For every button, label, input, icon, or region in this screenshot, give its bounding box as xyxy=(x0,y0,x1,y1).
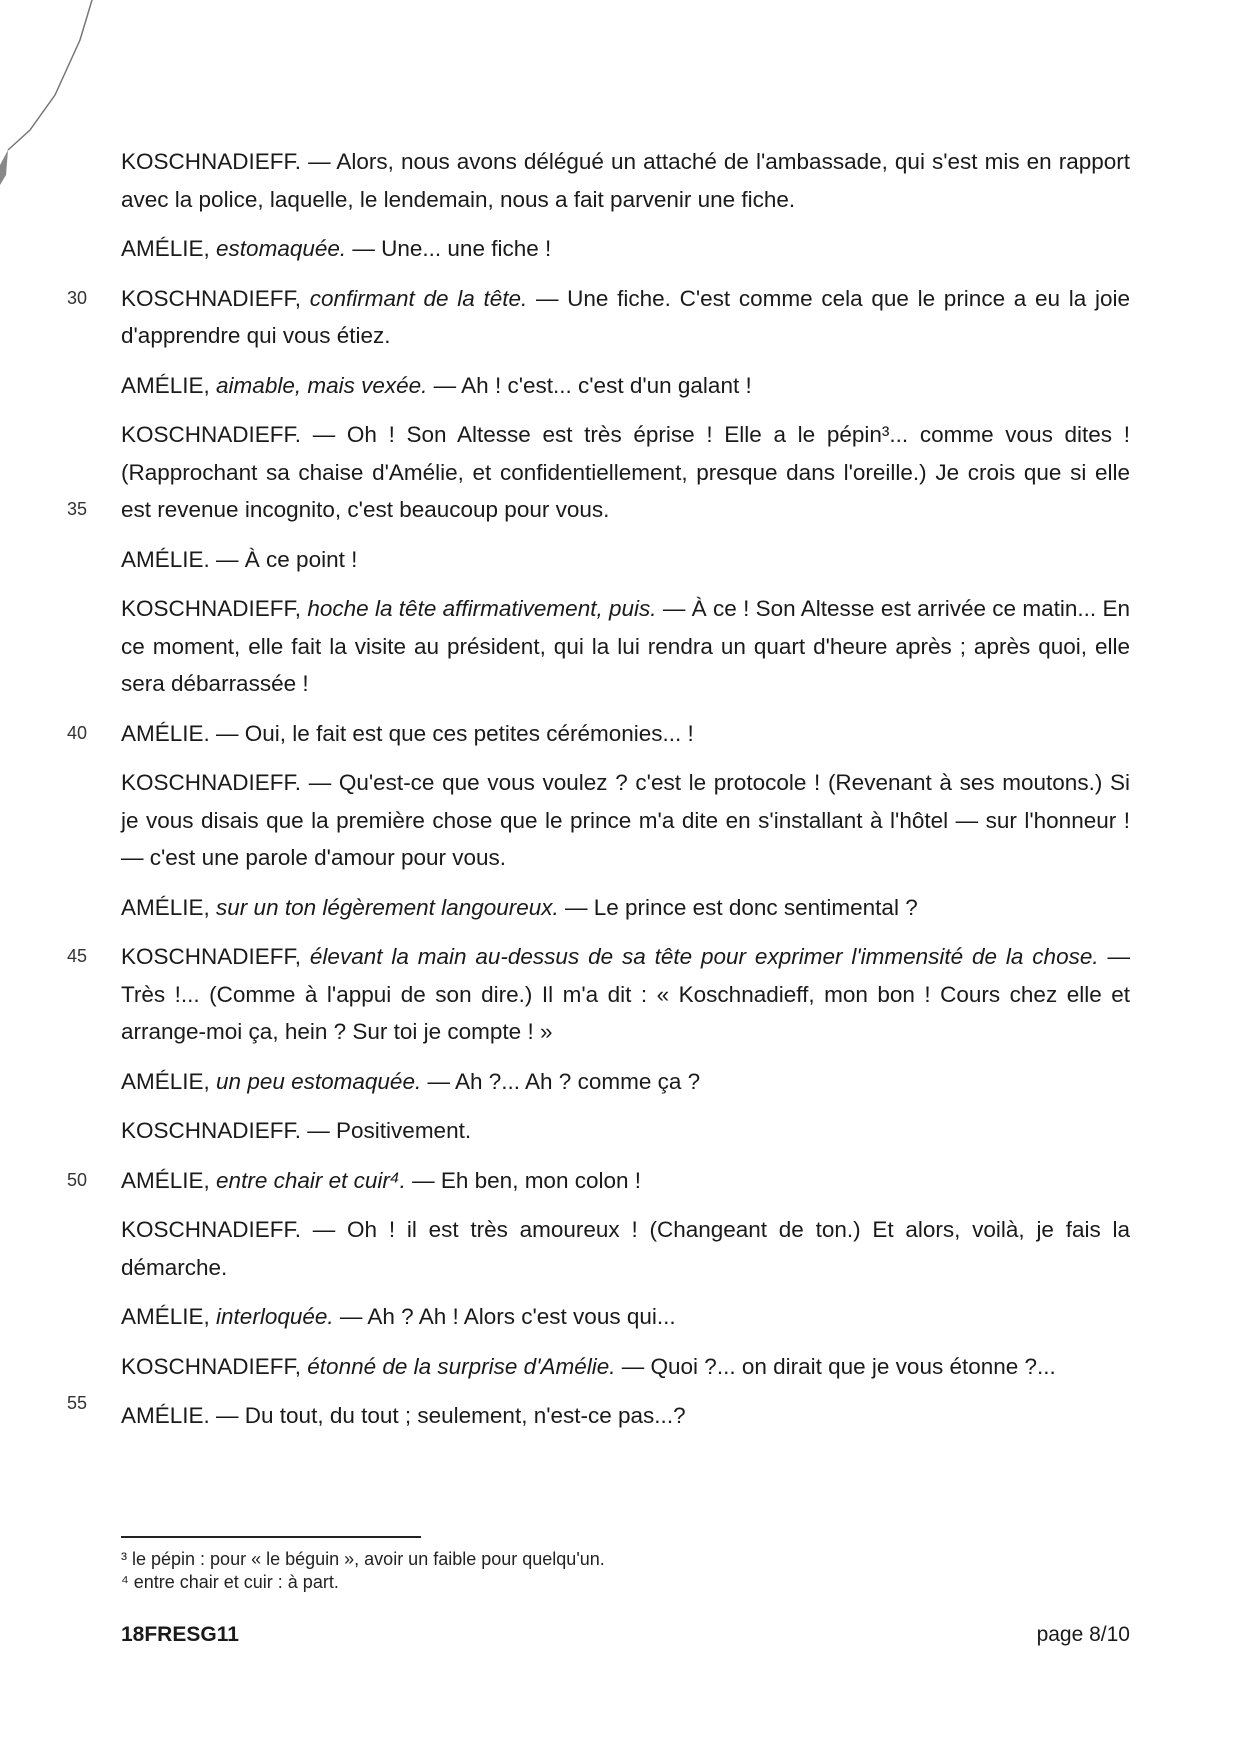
line-text: — Ah ? Ah ! Alors c'est vous qui... xyxy=(333,1304,676,1329)
speaker-name: KOSCHNADIEFF. xyxy=(121,1118,302,1143)
line-number: 40 xyxy=(67,722,88,743)
dialogue-line xyxy=(67,1348,1130,1413)
line-number: 55 xyxy=(67,1392,88,1413)
speaker-name: KOSCHNADIEFF, xyxy=(121,596,302,621)
stage-direction: estomaquée. xyxy=(216,236,347,261)
speaker-name: KOSCHNADIEFF. xyxy=(121,770,302,795)
speaker-name: AMÉLIE, xyxy=(121,894,210,920)
speaker-name: AMÉLIE. xyxy=(121,720,210,746)
line-number: 45 xyxy=(67,946,88,966)
play-dialogue xyxy=(67,143,1130,1447)
dialogue-line xyxy=(121,367,1130,405)
speaker-name: AMÉLIE, xyxy=(121,1304,210,1329)
speaker-name: AMÉLIE, xyxy=(121,1068,210,1094)
line-text: — Une... une fiche ! xyxy=(346,236,552,261)
line-text: — Très !... (Comme à l'appui de son dire.) Il m'a dit : « Koschnadieff, mon bon ! Cours chez elle et arrange-moi ça, hein ? Sur toi je compte ! » xyxy=(121,944,1130,1044)
speaker-name: AMÉLIE, xyxy=(121,372,210,398)
scan-edge-mark xyxy=(0,0,110,200)
line-text: — Du tout, du tout ; seulement, n'est-ce pas...? xyxy=(209,1403,686,1428)
line-text: — Ah ?... Ah ? comme ça ? xyxy=(421,1068,701,1094)
line-number: 30 xyxy=(67,287,88,308)
dialogue-line xyxy=(121,889,1130,927)
speaker-name: AMÉLIE. xyxy=(121,1403,210,1428)
stage-direction: entre chair et cuir⁴. xyxy=(216,1167,406,1193)
line-text: — Eh ben, mon colon ! xyxy=(405,1167,642,1193)
speaker-name: AMÉLIE, xyxy=(121,1167,210,1193)
speaker-name: KOSCHNADIEFF. xyxy=(121,1217,302,1242)
dialogue-line xyxy=(121,1397,1130,1435)
speaker-name: KOSCHNADIEFF, xyxy=(121,944,302,969)
line-text: — Oh ! il est très amoureux ! (Changeant de ton.) Et alors, voilà, je fais la démarche. xyxy=(121,1217,1130,1280)
line-text: — Oui, le fait est que ces petites cérémonies... ! xyxy=(209,720,694,746)
stage-direction: un peu estomaquée. xyxy=(216,1068,422,1094)
speaker-name: KOSCHNADIEFF. xyxy=(121,422,302,447)
line-text: — À ce ! Son Altesse est arrivée ce matin... En ce moment, elle fait la visite au président, qui la lui rendra un quart d'heure après ; après quoi, elle sera débarrassée ! xyxy=(121,596,1130,696)
footnote-divider xyxy=(121,1536,421,1538)
page-number: page 8/10 xyxy=(1036,1623,1130,1646)
stage-direction: étonné de la surprise d'Amélie. xyxy=(307,1353,616,1379)
dialogue-line xyxy=(121,1112,1130,1150)
line-text: — À ce point ! xyxy=(209,546,358,572)
footnote-4: ⁴ entre chair et cuir : à part. xyxy=(121,1572,339,1592)
document-code: 18FRESG11 xyxy=(121,1623,239,1646)
dialogue-line xyxy=(67,715,1130,753)
dialogue-line xyxy=(121,541,1130,579)
stage-direction: aimable, mais vexée. xyxy=(216,372,428,398)
speaker-name: KOSCHNADIEFF, xyxy=(121,285,302,311)
line-text: — Oh ! Son Altesse est très éprise ! Elle a le pépin³... comme vous dites ! (Rapprochant sa chaise d'Amélie, et confidentiellement, presque dans l'oreille.) Je crois que si elle est revenue incognito, c'est beaucoup pour vous. xyxy=(121,422,1130,522)
stage-direction: hoche la tête affirmativement, puis. xyxy=(307,596,657,621)
speaker-name: AMÉLIE. xyxy=(121,546,210,572)
dialogue-line xyxy=(67,280,1130,355)
line-text: — Positivement. xyxy=(301,1118,472,1143)
line-number: 35 xyxy=(67,499,88,519)
speaker-name: AMÉLIE, xyxy=(121,236,210,261)
stage-direction: élevant la main au-dessus de sa tête pour exprimer l'immensité de la chose. xyxy=(309,944,1099,969)
dialogue-line xyxy=(121,764,1130,877)
dialogue-line xyxy=(121,230,1130,268)
dialogue-line xyxy=(67,416,1130,529)
line-text: — Une fiche. C'est comme cela que le prince a eu la joie d'apprendre qui vous étiez. xyxy=(121,285,1130,348)
line-text: — Ah ! c'est... c'est d'un galant ! xyxy=(427,372,752,398)
line-text: — Alors, nous avons délégué un attaché de l'ambassade, qui s'est mis en rapport avec la police, laquelle, le lendemain, nous a fait parvenir une fiche. xyxy=(121,149,1130,212)
dialogue-line xyxy=(121,590,1130,703)
stage-direction: confirmant de la tête. xyxy=(309,285,528,311)
dialogue-line xyxy=(121,1063,1130,1101)
dialogue-line xyxy=(121,1298,1130,1336)
stage-direction: sur un ton légèrement langoureux. xyxy=(216,894,559,920)
dialogue-line xyxy=(121,1211,1130,1286)
line-text: — Qu'est-ce que vous voulez ? c'est le protocole ! (Revenant à ses moutons.) Si je vous disais que la première chose que le prince m'a dite en s'installant à l'hôtel — sur l'honneur ! — c'est une parole d'amour pour vous. xyxy=(121,770,1130,870)
dialogue-line xyxy=(67,1162,1130,1200)
dialogue-line xyxy=(67,938,1130,1051)
footnote-3: ³ le pépin : pour « le béguin », avoir un faible pour quelqu'un. xyxy=(121,1549,605,1569)
dialogue-line xyxy=(121,143,1130,218)
stage-direction: interloquée. xyxy=(216,1304,334,1329)
line-text: — Quoi ?... on dirait que je vous étonne ?... xyxy=(615,1353,1056,1379)
speaker-name: KOSCHNADIEFF. xyxy=(121,149,302,174)
speaker-name: KOSCHNADIEFF, xyxy=(121,1353,302,1379)
line-number: 50 xyxy=(67,1169,88,1190)
line-text: — Le prince est donc sentimental ? xyxy=(558,894,918,920)
